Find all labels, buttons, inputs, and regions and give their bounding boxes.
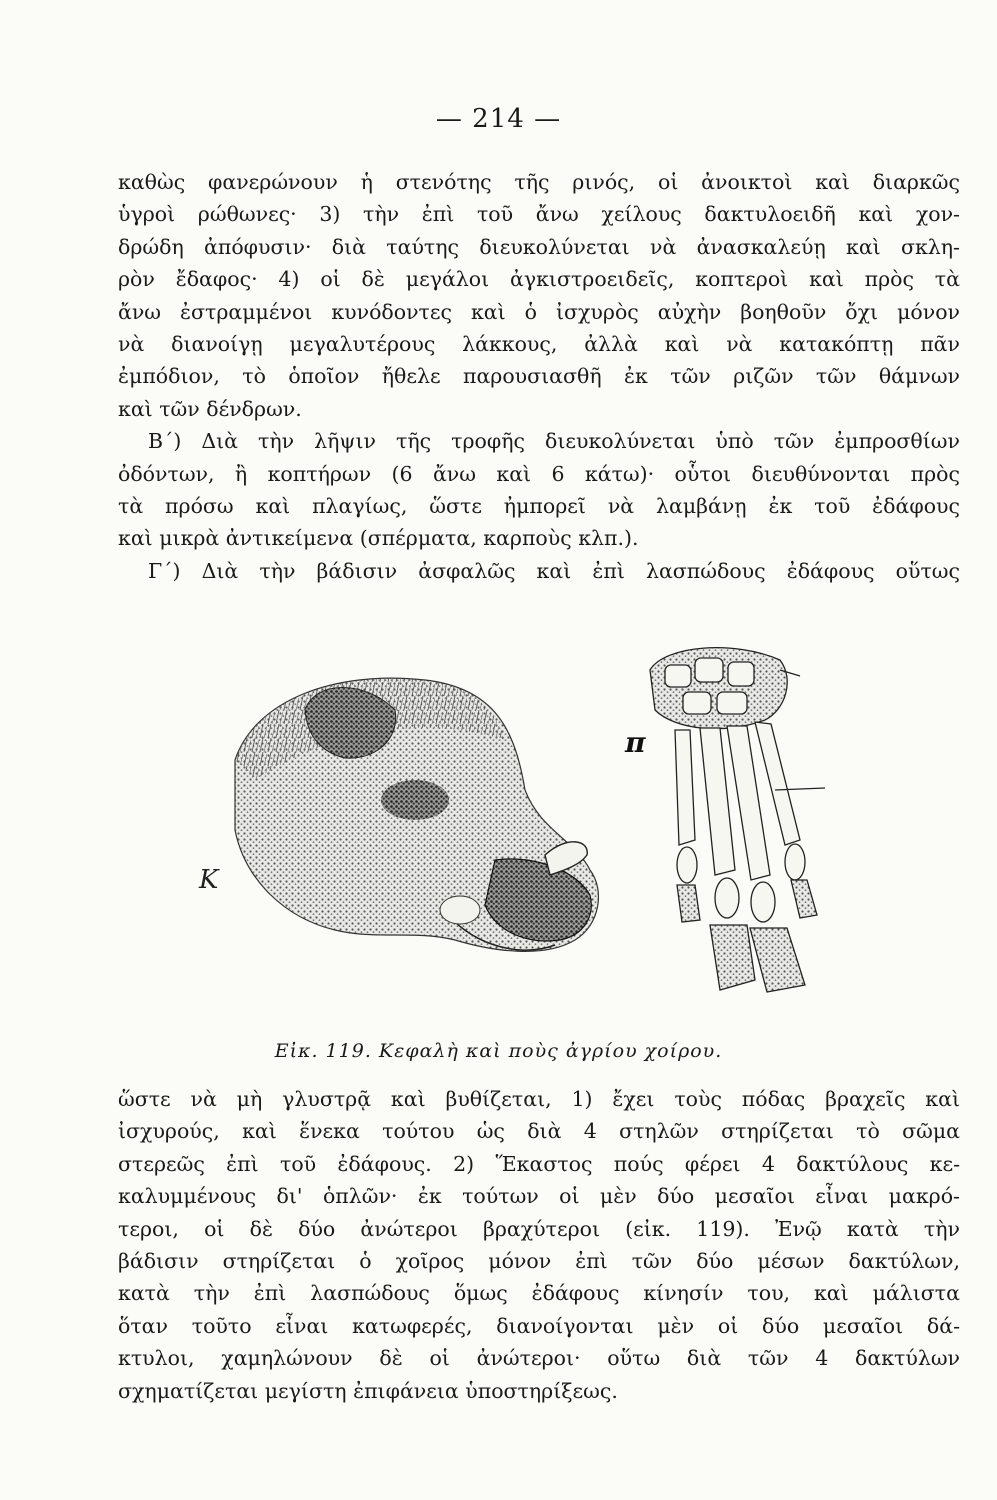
text-line: καὶ τῶν δένδρων. [118, 396, 302, 421]
text-line: Β΄) Διὰ τὴν λῆψιν τῆς τροφῆς διευκολύνεται ὑπὸ τῶν ἐμπροσθίων [148, 429, 960, 454]
text-line: καλυμμένους δι' ὁπλῶν· ἐκ τούτων οἱ μὲν δύο μεσαῖοι εἶναι μακρό- [118, 1184, 960, 1209]
text-line: δρώδη ἀπόφυσιν· διὰ ταύτης διευκολύνεται νὰ ἀνασκαλεύῃ καὶ σκλη- [118, 234, 960, 259]
text-line: ἐμπόδιον, τὸ ὁποῖον ἤθελε παρουσιασθῆ ἐκ τῶν ριζῶν τῶν θάμνων [118, 364, 960, 389]
text-line: βάδισιν στηρίζεται ὁ χοῖρος μόνον ἐπὶ τῶν δύο μέσων δακτύλων, [118, 1249, 960, 1274]
text-line: ὑγροὶ ρώθωνες· 3) τὴν ἐπὶ τοῦ ἄνω χείλους δακτυλοειδῆ καὶ χον- [118, 202, 960, 227]
text-line: ρὸν ἔδαφος· 4) οἱ δὲ μεγάλοι ἀγκιστροειδεῖς, κοπτεροὶ καὶ πρὸς τὰ [118, 267, 960, 292]
figure-label-pi: π [625, 726, 646, 759]
top-text-block [118, 166, 960, 587]
text-line: ὥστε νὰ μὴ γλυστρᾷ καὶ βυθίζεται, 1) ἔχει τοὺς πόδας βραχεῖς καὶ [118, 1087, 960, 1111]
text-line: στερεῶς ἐπὶ τοῦ ἐδάφους. 2) Ἕκαστος πούς φέρει 4 δακτύλους κε- [118, 1151, 960, 1176]
text-line: σχηματίζεται μεγίστη ἐπιφάνεια ὑποστηρίξεως. [118, 1378, 618, 1403]
text-line: ἰσχυρούς, καὶ ἕνεκα τούτου ὡς διὰ 4 στηλῶν στηρίζεται τὸ σῶμα [118, 1119, 960, 1144]
page-number: — 214 — [435, 104, 562, 134]
text-line: τεροι, οἱ δὲ δύο ἀνώτεροι βραχύτεροι (εἰκ. 119). Ἐνῷ κατὰ τὴν [118, 1216, 960, 1241]
text-line: ὀδόντων, ἢ κοπτήρων (6 ἄνω καὶ 6 κάτω)· οὗτοι διευθύνονται πρὸς [118, 461, 960, 486]
figure-label-k: Κ [199, 865, 219, 895]
bottom-text-block [118, 1083, 960, 1407]
figure-caption: Εἰκ. 119. Κεφαλὴ καὶ ποὺς ἀγρίου χοίρου. [274, 1040, 723, 1062]
figure-boar-head-and-foot [195, 640, 975, 1030]
boar-foot-skeleton-illustration [650, 648, 825, 992]
text-line: καὶ μικρὰ ἀντικείμενα (σπέρματα, καρποὺς κλπ.). [118, 526, 639, 551]
text-line: καθὼς φανερώνουν ἡ στενότης τῆς ρινός, οἱ ἀνοικτοὶ καὶ διαρκῶς [118, 170, 960, 194]
text-line: Γ΄) Διὰ τὴν βάδισιν ἀσφαλῶς καὶ ἐπὶ λασπώδους ἐδάφους οὕτως [148, 558, 960, 583]
text-line: νὰ διανοίγῃ μεγαλυτέρους λάκκους, ἀλλὰ καὶ νὰ κατακόπτῃ πᾶν [118, 332, 960, 357]
text-line: ὅταν τοῦτο εἶναι κατωφερές, διανοίγονται μὲν οἱ δύο μεσαῖοι δά- [118, 1313, 960, 1338]
text-line: κατὰ τὴν ἐπὶ λασπώδους ὅμως ἐδάφους κίνησίν του, καὶ μάλιστα [118, 1281, 960, 1306]
figure-illustration [195, 640, 975, 1030]
text-line: κτυλοι, χαμηλώνουν δὲ οἱ ἀνώτεροι· οὕτω διὰ τῶν 4 δακτύλων [118, 1346, 960, 1371]
text-line: ἄνω ἐστραμμένοι κυνόδοντες καὶ ὁ ἰσχυρὸς αὐχὴν βοηθοῦν ὄχι μόνον [118, 299, 960, 324]
boar-head-illustration [198, 678, 598, 951]
text-line: τὰ πρόσω καὶ πλαγίως, ὥστε ἠμπορεῖ νὰ λαμβάνῃ ἐκ τοῦ ἐδάφους [118, 494, 960, 519]
